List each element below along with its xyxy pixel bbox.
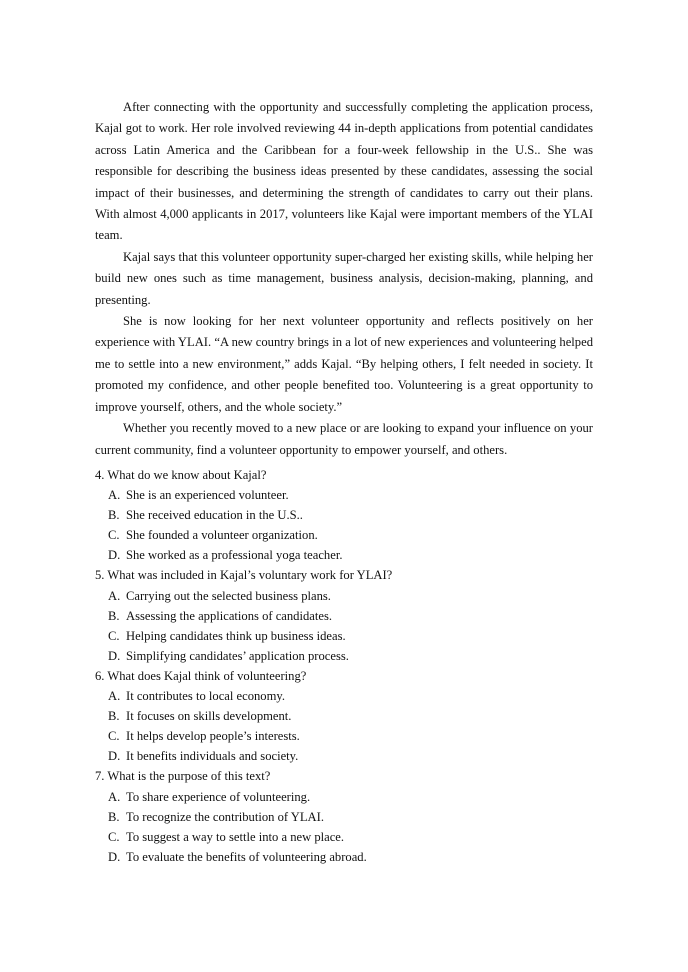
option-letter: C.	[108, 528, 120, 543]
option-b	[95, 606, 593, 626]
option-letter: A.	[108, 789, 121, 804]
question-stem: 4. What do we know about Kajal?	[95, 468, 267, 482]
option-d	[95, 847, 593, 867]
option-letter: B.	[108, 709, 120, 724]
passage-paragraph-1: After connecting with the opportunity and successfully completing the application process, Kajal got to work. Her role involved reviewing 44 in-depth applications from potential candidates across Latin America and the Caribbean for a four-week fellowship in the U.S.. She was responsible for describing the business ideas presented by these candidates, assessing the social impact of their businesses, and determining the strength of candidates to carry out their plans. With almost 4,000 applicants in 2017, volunteers like Kajal were important members of the YLAI team.	[95, 100, 593, 243]
option-letter: D.	[108, 648, 121, 663]
option-b	[95, 706, 593, 726]
option-c	[95, 525, 593, 545]
option-text: She received education in the U.S..	[126, 508, 303, 523]
option-text: To suggest a way to settle into a new place.	[126, 829, 345, 844]
question-6	[95, 666, 593, 766]
option-text: Carrying out the selected business plans.	[126, 588, 331, 603]
option-letter: B.	[108, 608, 120, 623]
option-letter: A.	[108, 488, 121, 503]
question-list	[95, 465, 593, 867]
option-a	[95, 485, 593, 505]
option-text: To evaluate the benefits of volunteering abroad.	[126, 849, 367, 864]
option-a	[95, 686, 593, 706]
option-text: Simplifying candidates’ application process.	[126, 648, 349, 663]
question-5	[95, 565, 593, 665]
option-letter: A.	[108, 689, 121, 704]
option-text: Assessing the applications of candidates.	[126, 608, 333, 623]
option-c	[95, 827, 593, 847]
option-letter: C.	[108, 829, 120, 844]
option-letter: B.	[108, 508, 120, 523]
option-letter: C.	[108, 628, 120, 643]
option-text: It contributes to local economy.	[126, 689, 286, 704]
option-text: It helps develop people’s interests.	[126, 729, 300, 744]
passage-paragraph-4: Whether you recently moved to a new place or are looking to expand your influence on your current community, find a volunteer opportunity to empower yourself, and others.	[95, 421, 593, 457]
reading-passage	[95, 97, 593, 461]
option-b	[95, 807, 593, 827]
option-c	[95, 626, 593, 646]
option-letter: D.	[108, 749, 121, 764]
option-letter: D.	[108, 548, 121, 563]
question-4	[95, 465, 593, 565]
question-stem: 6. What does Kajal think of volunteering?	[95, 668, 307, 683]
option-text: She is an experienced volunteer.	[126, 488, 289, 503]
option-b	[95, 505, 593, 525]
option-letter: A.	[108, 588, 121, 603]
option-letter: C.	[108, 729, 120, 744]
option-text: To share experience of volunteering.	[126, 789, 311, 804]
option-text: It benefits individuals and society.	[126, 749, 299, 764]
option-d	[95, 545, 593, 565]
passage-paragraph-2: Kajal says that this volunteer opportunity super-charged her existing skills, while helping her build new ones such as time management, business analysis, decision-making, planning, and presenting.	[95, 249, 593, 307]
option-c	[95, 726, 593, 746]
option-letter: D.	[108, 849, 121, 864]
question-stem: 7. What is the purpose of this text?	[95, 769, 271, 784]
question-stem: 5. What was included in Kajal’s voluntary work for YLAI?	[95, 568, 393, 583]
option-text: Helping candidates think up business ideas.	[126, 628, 346, 643]
option-text: She worked as a professional yoga teacher.	[126, 548, 343, 563]
question-7	[95, 766, 593, 866]
option-a	[95, 787, 593, 807]
option-a	[95, 586, 593, 606]
option-d	[95, 746, 593, 766]
passage-paragraph-3: She is now looking for her next volunteer opportunity and reflects positively on her experience with YLAI. “A new country brings in a lot of new experiences and volunteering helped me to settle into a new environment,” adds Kajal. “By helping others, I felt needed in society. It promoted my confidence, and other people benefited too. Volunteering is a great opportunity to improve yourself, others, and the whole society.”	[95, 314, 593, 414]
option-text: She founded a volunteer organization.	[126, 528, 318, 543]
option-text: To recognize the contribution of YLAI.	[126, 809, 324, 824]
option-text: It focuses on skills development.	[126, 709, 292, 724]
option-letter: B.	[108, 809, 120, 824]
option-d	[95, 646, 593, 666]
